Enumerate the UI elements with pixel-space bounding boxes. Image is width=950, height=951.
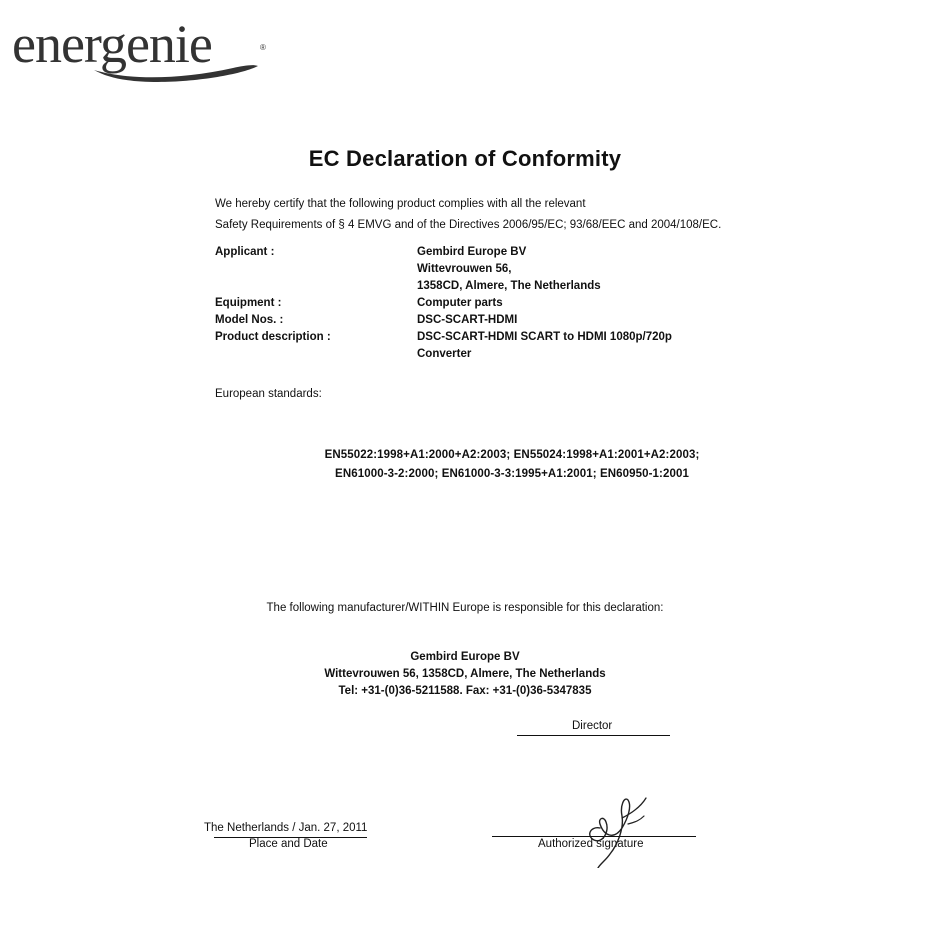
applicant-label: Applicant :: [215, 246, 275, 258]
intro-line-2: Safety Requirements of § 4 EMVG and of the Directives 2006/95/EC; 93/68/EEC and 2004/108/EC.: [215, 219, 722, 231]
place-date-value: The Netherlands / Jan. 27, 2011: [204, 822, 368, 834]
model-label: Model Nos. :: [215, 314, 284, 326]
handwritten-signature: [570, 788, 660, 868]
applicant-line-3: 1358CD, Almere, The Netherlands: [417, 280, 601, 292]
intro-line-1: We hereby certify that the following product complies with all the relevant: [215, 198, 586, 210]
signature-line: [492, 836, 696, 837]
applicant-line-1: Gembird Europe BV: [417, 246, 527, 258]
energenie-logo: [8, 6, 270, 82]
equipment-label: Equipment :: [215, 297, 282, 309]
svg-text:®: ®: [260, 43, 266, 52]
description-line-2: Converter: [417, 348, 472, 360]
svg-text:energenie: energenie: [12, 14, 212, 74]
responsible-contact: Tel: +31-(0)36-5211588. Fax: +31-(0)36-5347835: [338, 685, 592, 697]
description-label: Product description :: [215, 331, 331, 343]
director-title: Director: [572, 720, 613, 732]
signature-label: Authorized signature: [538, 838, 644, 850]
responsible-company: Gembird Europe BV: [410, 651, 520, 663]
equipment-value: Computer parts: [417, 297, 503, 309]
standards-line-2: EN61000-3-2:2000; EN61000-3-3:1995+A1:2001; EN60950-1:2001: [335, 468, 689, 480]
model-value: DSC-SCART-HDMI: [417, 314, 518, 326]
standards-label: European standards:: [215, 388, 322, 400]
responsible-statement: The following manufacturer/WITHIN Europe is responsible for this declaration:: [266, 602, 664, 614]
applicant-line-2: Wittevrouwen 56,: [417, 263, 512, 275]
page-title: EC Declaration of Conformity: [308, 146, 622, 171]
place-date-label: Place and Date: [249, 838, 328, 850]
standards-line-1: EN55022:1998+A1:2000+A2:2003; EN55024:1998+A1:2001+A2:2003;: [324, 449, 700, 461]
responsible-address: Wittevrouwen 56, 1358CD, Almere, The Netherlands: [324, 668, 606, 680]
director-line: [517, 735, 670, 736]
description-line-1: DSC-SCART-HDMI SCART to HDMI 1080p/720p: [417, 331, 672, 343]
